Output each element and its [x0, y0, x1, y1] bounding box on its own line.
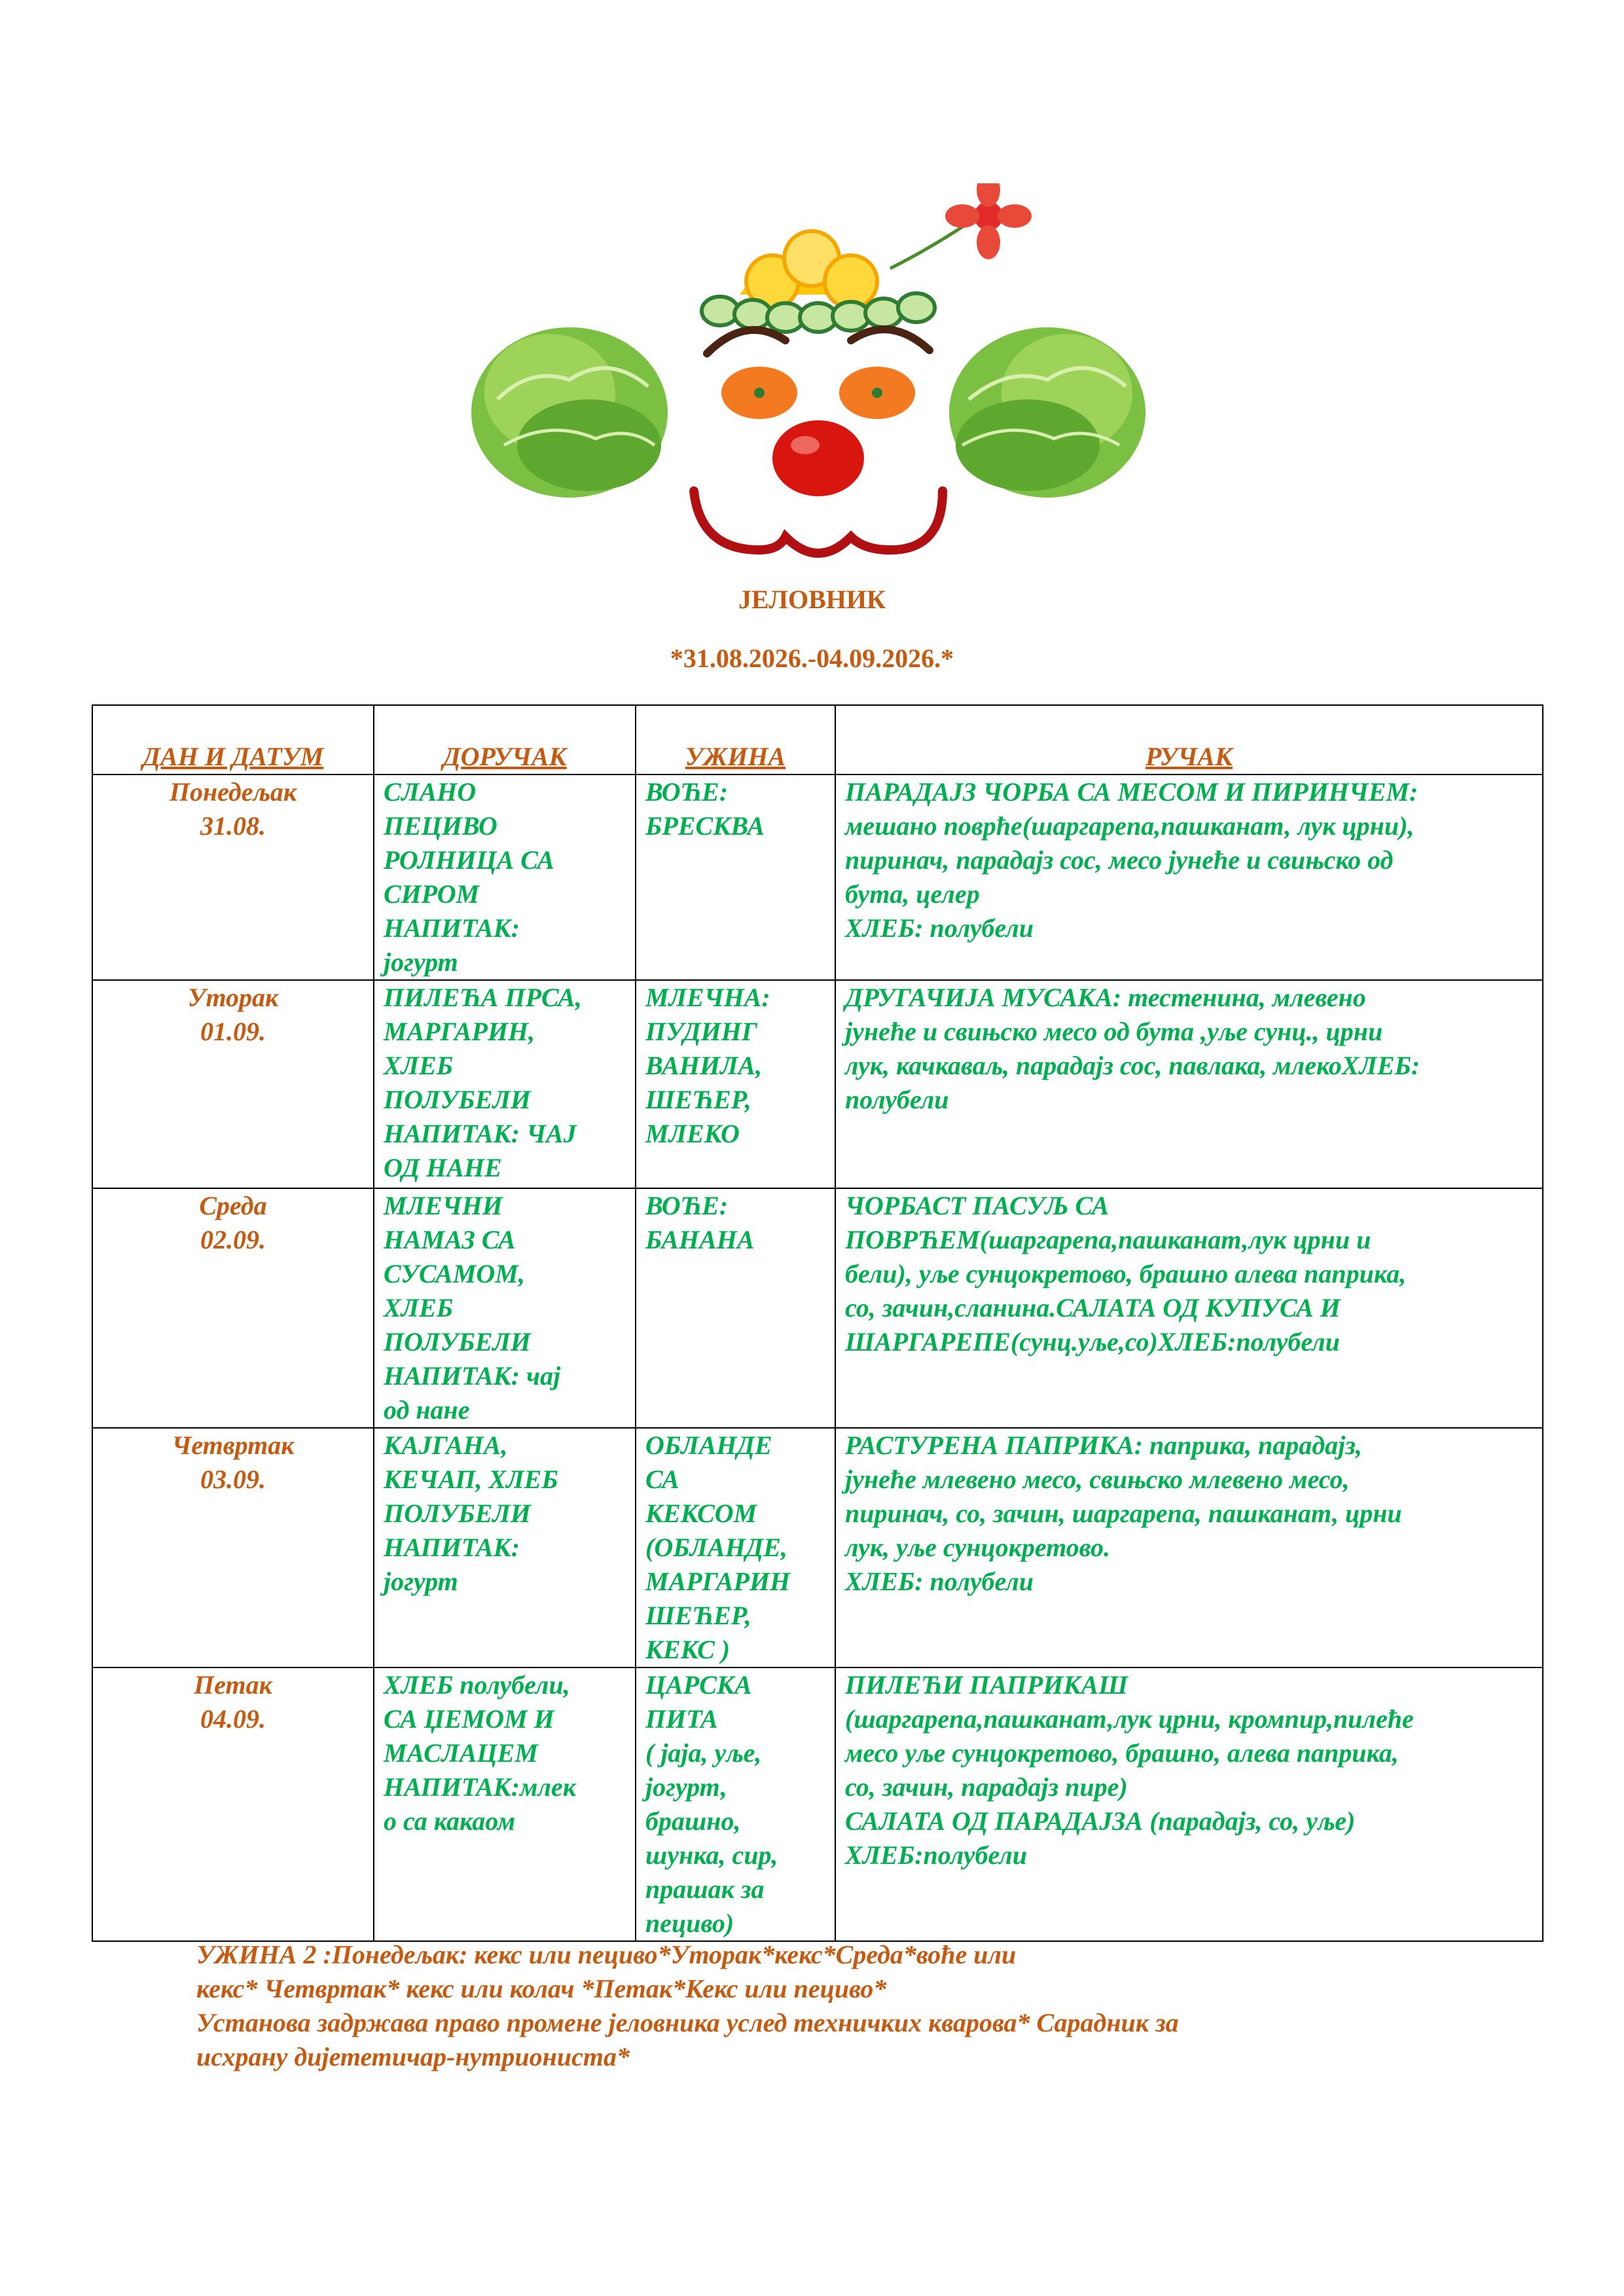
table-row	[92, 1428, 1543, 1667]
breakfast-cell: ПИЛЕЋА ПРСА, МАРГАРИН, ХЛЕБ ПОЛУБЕЛИ НАПИТАК: ЧАЈ ОД НАНЕ	[374, 980, 636, 1188]
day-name: Петак	[194, 1670, 272, 1700]
day-name: Уторак	[187, 983, 279, 1012]
carrot-eye-left-icon	[721, 367, 797, 419]
day-cell	[92, 1188, 374, 1428]
snack2-note: УЖИНА 2 :Понедељак: кекс или пециво*Уторак*кекс*Среда*воће или кекс* Четвртак* кекс или колач *Петак*Кекс или пециво*	[196, 1940, 1017, 2003]
breakfast-cell: КАЈГАНА, КЕЧАП, ХЛЕБ ПОЛУБЕЛИ НАПИТАК: јогурт	[374, 1428, 636, 1667]
day-date: 02.09.	[200, 1225, 266, 1254]
tomato-nose-icon	[772, 420, 864, 496]
table-row	[92, 980, 1543, 1188]
breakfast-cell: СЛАНО ПЕЦИВО РОЛНИЦА СА СИРОМ НАПИТАК: јогурт	[374, 774, 636, 980]
snack-cell: ОБЛАНДЕ СА КЕКСОМ (ОБЛАНДЕ, МАРГАРИН ШЕЋЕР, КЕКС )	[636, 1428, 835, 1667]
header-day-date: ДАН И ДАТУМ	[92, 705, 374, 774]
disclaimer-note: Установа задржава право промене јеловника услед техничких кварова* Сарадник за исхрану дијететичар-нутриониста*	[196, 2008, 1179, 2071]
day-name: Понедељак	[169, 777, 297, 807]
lunch-cell: ПАРАДАЈЗ ЧОРБА СА МЕСОМ И ПИРИНЧЕМ: мешано поврће(шаргарепа,пашканат, лук црни), пиринач, парадајз сос, месо јунеће и свињско од бута, целер ХЛЕБ: полубели	[835, 774, 1543, 980]
day-cell	[92, 980, 374, 1188]
table-row	[92, 774, 1543, 980]
day-cell	[92, 1428, 374, 1667]
lettuce-left-icon	[471, 327, 668, 498]
table-row	[92, 1188, 1543, 1428]
header-lunch: РУЧАК	[835, 705, 1543, 774]
lunch-cell: ПИЛЕЋИ ПАПРИКАШ (шаргарепа,пашканат,лук црни, кромпир,пилеће месо уље сунцокретово, брашно, алева паприка, со, зачин, парадајз пире) САЛАТА ОД ПАРАДАЈЗА (парадајз, со, уље) ХЛЕБ:полубели	[835, 1667, 1543, 1941]
snack-cell: МЛЕЧНА: ПУДИНГ ВАНИЛА, ШЕЋЕР, МЛЕКО	[636, 980, 835, 1188]
header-breakfast: ДОРУЧАК	[374, 705, 636, 774]
ketchup-smile-icon	[694, 491, 943, 553]
vegetable-clown-face-illustration	[471, 183, 1152, 576]
snack-cell: ЦАРСКА ПИТА ( јаја, уље, јогурт, брашно, шунка, сир, прашак за пециво)	[636, 1667, 835, 1941]
page-title: ЈЕЛОВНИК	[738, 585, 886, 614]
snack-cell: ВОЋЕ: БАНАНА	[636, 1188, 835, 1428]
day-date: 04.09.	[200, 1704, 266, 1734]
eyebrow-right-icon	[851, 329, 929, 350]
day-name: Четвртак	[171, 1430, 295, 1460]
day-date: 01.09.	[200, 1017, 266, 1046]
table-header-row	[92, 705, 1543, 774]
lunch-cell: ЧОРБАСТ ПАСУЉ СА ПОВРЋЕМ(шаргарепа,пашканат,лук црни и бели), уље сунцокретово, брашно алева паприка, со, зачин,сланина.САЛАТА ОД КУПУСА И ШАРГАРЕПЕ(сунц.уље,со)ХЛЕБ:полубели	[835, 1188, 1543, 1428]
strawberry-flower-icon	[890, 183, 1032, 268]
day-date: 31.08.	[200, 811, 266, 841]
lemon-hat-icon	[740, 231, 877, 308]
lunch-cell: РАСТУРЕНА ПАПРИКА: паприка, парадајз, јунеће млевено месо, свињско млевено месо, пиринач, со, зачин, шаргарепа, пашканат, црни лук, уље сунцокретово. ХЛЕБ: полубели	[835, 1428, 1543, 1667]
cucumber-brim-icon	[702, 293, 935, 332]
menu-table	[92, 704, 1543, 1942]
breakfast-cell: ХЛЕБ полубели, СА ЏЕМОМ И МАСЛАЦЕМ НАПИТАК:млек о са какаом	[374, 1667, 636, 1941]
day-cell	[92, 1667, 374, 1941]
lunch-cell: ДРУГАЧИЈА МУСАКА: тестенина, млевено јунеће и свињско месо од бута ,уље сунц., црни лук, качкаваљ, парадајз сос, павлака, млекоХЛЕБ: полубели	[835, 980, 1543, 1188]
breakfast-cell: МЛЕЧНИ НАМАЗ СА СУСАМОМ, ХЛЕБ ПОЛУБЕЛИ НАПИТАК: чај од нане	[374, 1188, 636, 1428]
table-row	[92, 1667, 1543, 1941]
day-date: 03.09.	[200, 1465, 266, 1494]
carrot-eye-right-icon	[839, 367, 915, 419]
day-name: Среда	[199, 1191, 267, 1220]
snack-cell: ВОЋЕ: БРЕСКВА	[636, 774, 835, 980]
header-snack: УЖИНА	[636, 705, 835, 774]
day-cell	[92, 774, 374, 980]
date-range: *31.08.2026.-04.09.2026.*	[670, 644, 954, 673]
eyebrow-left-icon	[707, 330, 785, 354]
lettuce-right-icon	[949, 327, 1146, 498]
